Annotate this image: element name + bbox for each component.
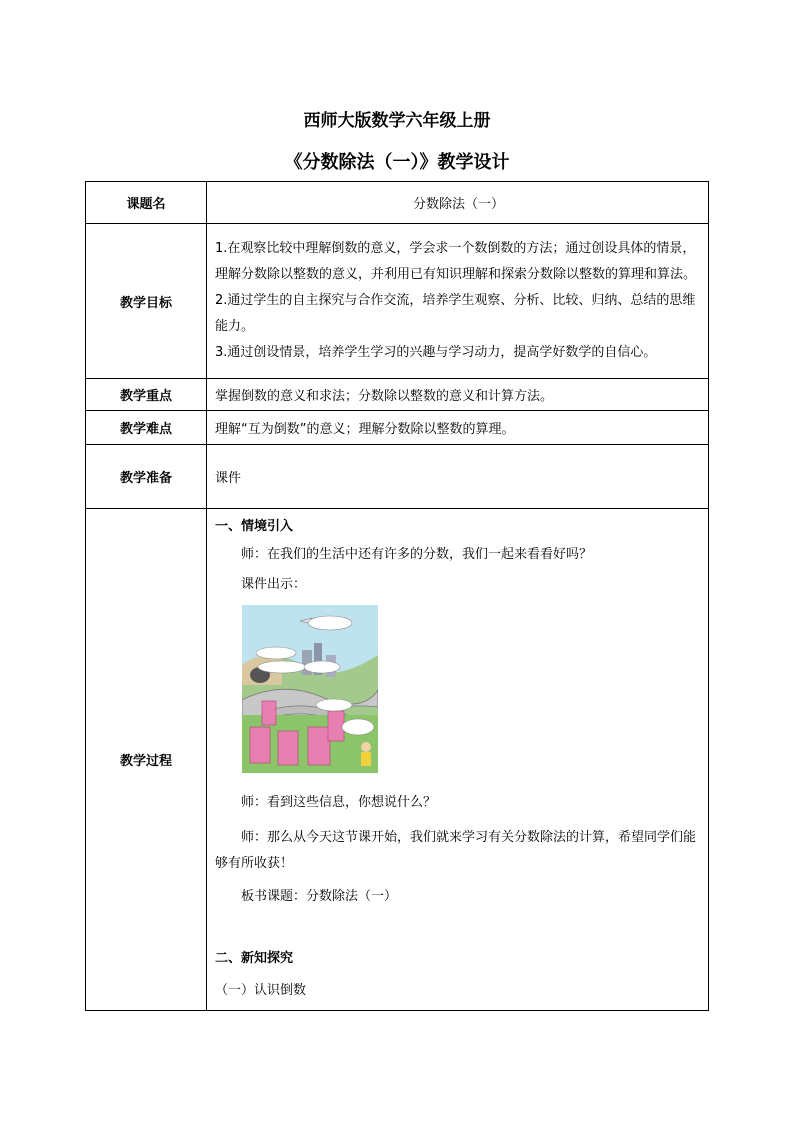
- process-line-3: 师：看到这些信息，你想说什么？: [241, 795, 437, 810]
- process-label: 教学过程: [86, 509, 207, 1011]
- preparation-label: 教学准备: [86, 445, 207, 509]
- process-line-4: 师：那么从今天这节课开始，我们就来学习有关分数除法的计算，希望同学们能够有所收获！: [215, 830, 697, 871]
- row-process: [86, 509, 709, 1011]
- key-points-value: 掌握倒数的意义和求法；分数除以整数的意义和计算方法。: [207, 379, 709, 411]
- city-scene-image: [242, 605, 378, 773]
- row-preparation: [86, 445, 709, 509]
- objectives-content: [207, 224, 709, 379]
- objective-item-2: 2.通过学生的自主探究与合作交流，培养学生观察、分析、比较、归纳、总结的思维能力。: [215, 293, 696, 334]
- section-2-title: 二、新知探究: [215, 951, 294, 966]
- row-difficulties: [86, 411, 709, 445]
- process-content: [207, 509, 709, 1011]
- topic-value: 分数除法（一）: [207, 182, 709, 224]
- city-illustration: [215, 605, 702, 777]
- subsection-1-title: （一）认识倒数: [215, 983, 307, 998]
- objective-item-3: 3.通过创设情景，培养学生学习的兴趣与学习动力，提高学好数学的自信心。: [215, 345, 657, 360]
- process-line-2: 课件出示：: [241, 577, 307, 592]
- process-line-5: 板书课题：分数除法（一）: [241, 889, 398, 904]
- lesson-plan-table: [85, 181, 709, 1011]
- objective-item-1: 1.在观察比较中理解倒数的意义，学会求一个数倒数的方法；通过创设具体的情景，理解分数除以整数的意义，并利用已有知识理解和探索分数除以整数的算理和算法。: [215, 241, 697, 282]
- difficulties-value: 理解“互为倒数”的意义；理解分数除以整数的算理。: [207, 411, 709, 445]
- topic-label: 课题名: [86, 182, 207, 224]
- difficulties-label: 教学难点: [86, 411, 207, 445]
- key-points-label: 教学重点: [86, 379, 207, 411]
- objectives-label: 教学目标: [86, 224, 207, 379]
- process-line-1: 师：在我们的生活中还有许多的分数，我们一起来看看好吗？: [241, 547, 593, 562]
- row-topic: [86, 182, 709, 224]
- document-title: 西师大版数学六年级上册: [303, 111, 491, 131]
- row-objectives: [86, 224, 709, 379]
- lesson-title: 《分数除法（一）》教学设计: [284, 152, 510, 173]
- preparation-value: 课件: [207, 445, 709, 509]
- section-1-title: 一、情境引入: [215, 519, 294, 534]
- row-key-points: [86, 379, 709, 411]
